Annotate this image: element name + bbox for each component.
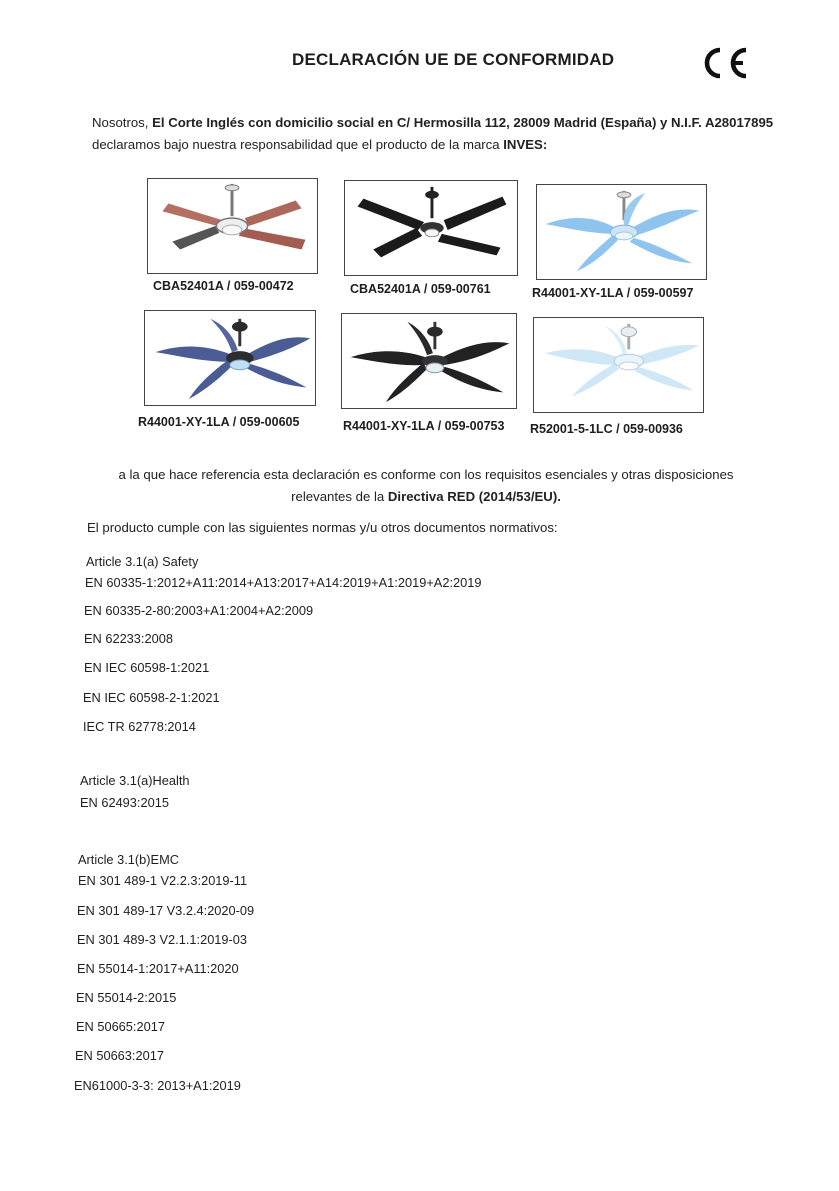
page-title: DECLARACIÓN UE DE CONFORMIDAD [292,50,615,69]
standard-item: EN 301 489-17 V3.2.4:2020-09 [77,903,255,918]
product-image [533,317,704,413]
ceiling-fan-light-blue-icon [537,185,706,279]
standard-item: EN 55014-1:2017+A11:2020 [77,961,239,976]
intro-paragraph: Nosotros, El Corte Inglés con domicilio social en C/ Hermosilla 112, 28009 Madrid (España) y N.I.F. A28017895 declaramos bajo nuestra responsabilidad que el producto de la marca INVES: [92,115,774,152]
company-info: El Corte Inglés con domicilio social en C/ Hermosilla 112, 28009 Madrid (España) y N.I.F. A28017895 [152,115,774,130]
directive-name: Directiva RED (2014/53/EU). [387,489,561,504]
section-heading-safety: Article 3.1(a) Safety [86,554,199,569]
standards-intro: El producto cumple con las siguientes normas y/u otros documentos normativos: [87,520,558,535]
ceiling-fan-blue-icon [145,311,315,405]
product-caption: R44001-XY-1LA / 059-00597 [532,286,694,300]
product-caption: CBA52401A / 059-00472 [153,279,294,293]
standard-item: EN 55014-2:2015 [76,990,177,1005]
ceiling-fan-black-icon [345,181,517,275]
product-caption: R44001-XY-1LA / 059-00605 [138,415,300,429]
section-heading-emc: Article 3.1(b)EMC [78,852,179,867]
standard-item: IEC TR 62778:2014 [83,719,196,734]
standard-item: EN 301 489-1 V2.2.3:2019-11 [78,873,248,888]
ceiling-fan-dark-icon [342,314,516,408]
product-image [341,313,517,409]
product-caption: R44001-XY-1LA / 059-00753 [343,419,505,433]
standard-item: EN 62493:2015 [80,795,169,810]
conformity-statement: a la que hace referencia esta declaración es conforme con los requisitos esenciales y otras disposiciones relevantes de la Directiva RED (2014/53/EU). [118,467,734,504]
section-heading-health: Article 3.1(a)Health [80,773,190,788]
ceiling-fan-wood-icon [148,179,317,273]
standard-item: EN 62233:2008 [84,631,173,646]
standard-item: EN IEC 60598-2-1:2021 [83,690,220,705]
product-image [147,178,318,274]
ceiling-fan-pale-blue-icon [534,318,703,412]
product-image [344,180,518,276]
standard-item: EN61000-3-3: 2013+A1:2019 [74,1078,241,1093]
standard-item: EN 50665:2017 [76,1019,165,1034]
ce-mark-icon [698,44,750,82]
standard-item: EN 50663:2017 [75,1048,164,1063]
standard-item: EN IEC 60598-1:2021 [84,660,210,675]
standard-item: EN 60335-2-80:2003+A1:2004+A2:2009 [84,603,314,618]
product-caption: R52001-5-1LC / 059-00936 [530,422,683,436]
brand-name: INVES: [503,137,548,152]
product-caption: CBA52401A / 059-00761 [350,282,491,296]
standard-item: EN 60335-1:2012+A11:2014+A13:2017+A14:2019+A1:2019+A2:2019 [85,575,482,590]
standard-item: EN 301 489-3 V2.1.1:2019-03 [77,932,248,947]
product-image [536,184,707,280]
product-image [144,310,316,406]
